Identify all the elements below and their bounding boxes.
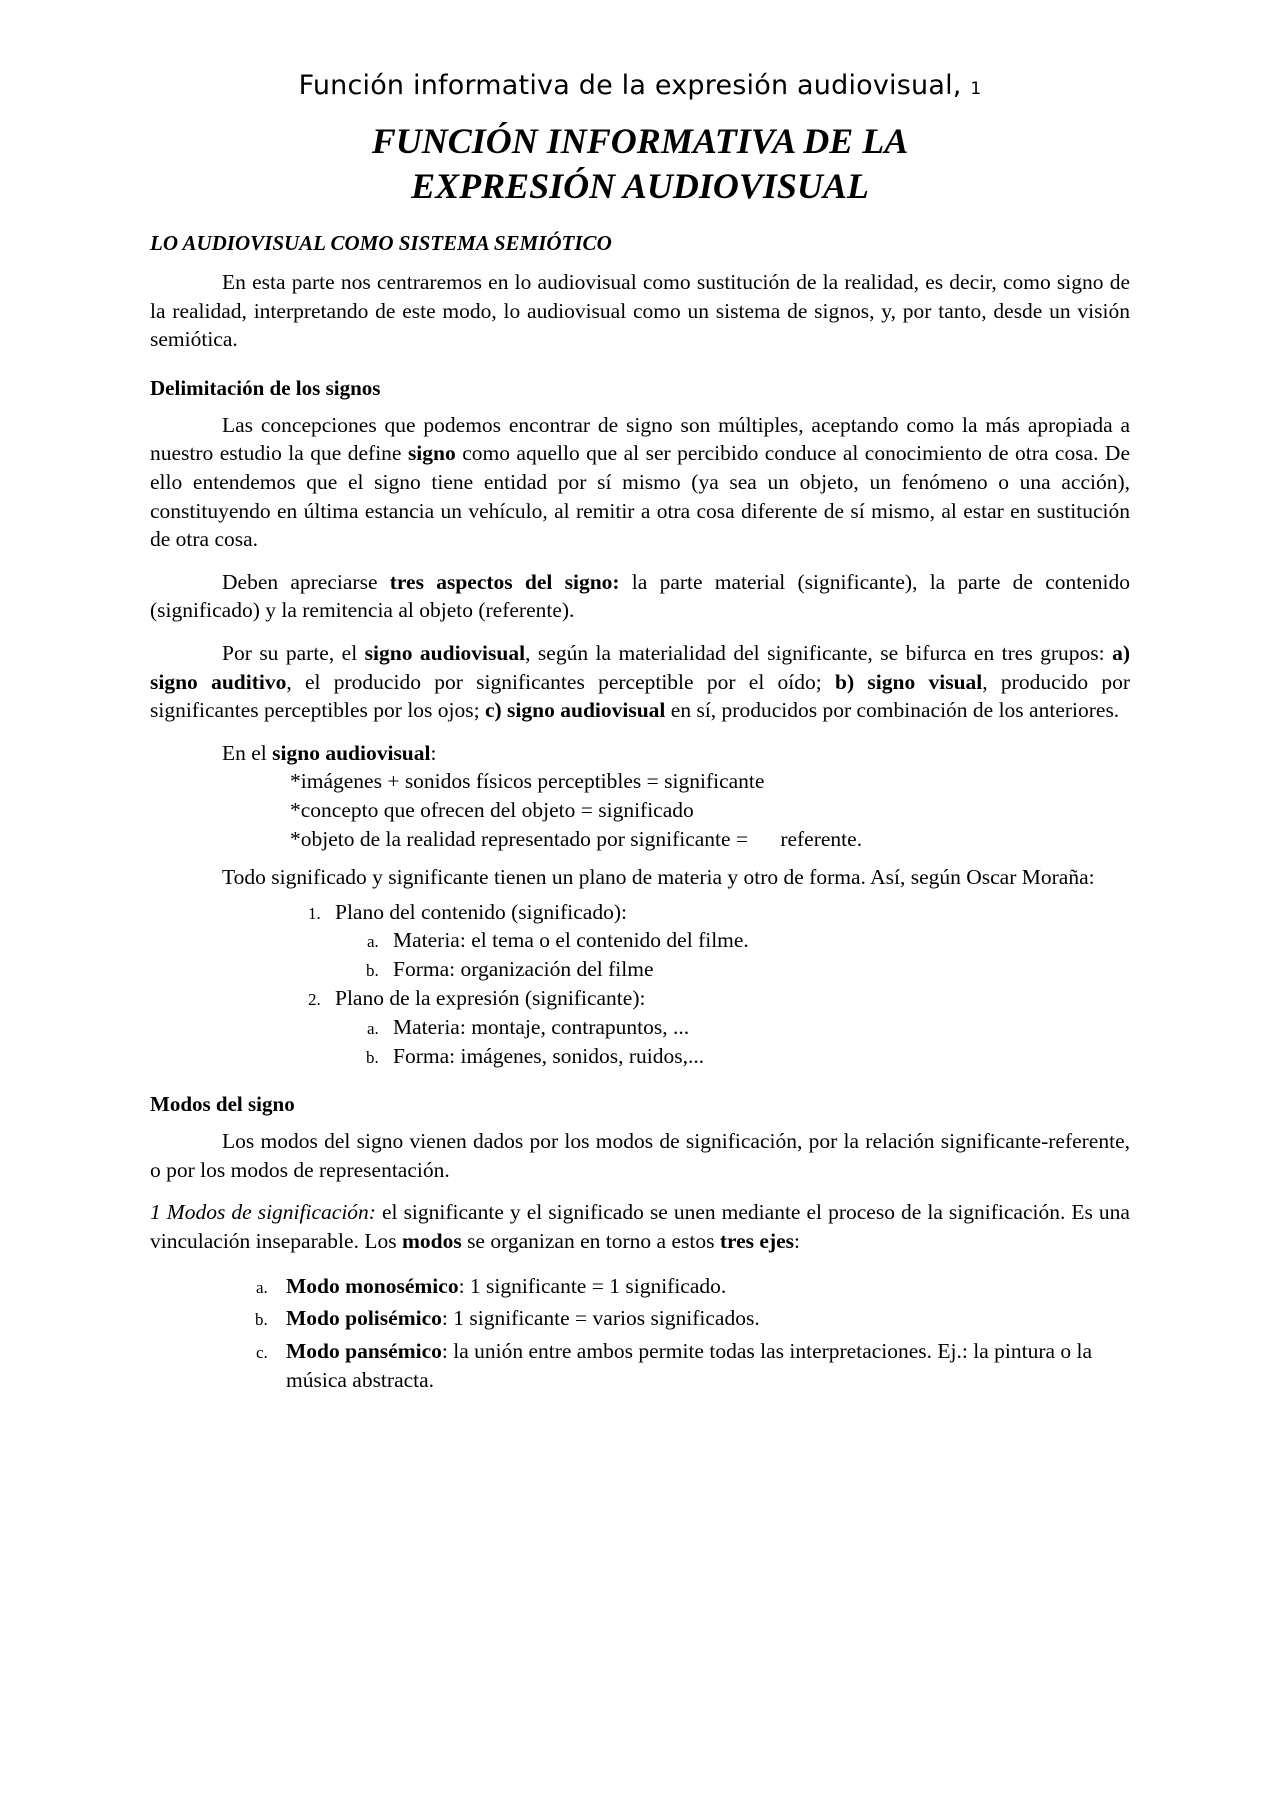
text-run: , producido por significantes perceptibles por los ojos; xyxy=(150,669,1131,723)
section-heading-delimitacion: Delimitación de los signos xyxy=(150,375,381,400)
text-run-bold: tres aspectos del signo: xyxy=(389,569,620,594)
list-item-term: Modo monosémico xyxy=(286,1273,459,1298)
list-item xyxy=(325,898,1130,984)
title-line-1: FUNCIÓN INFORMATIVA DE LA xyxy=(371,121,909,161)
text-run: , el producido por significantes perceptible por el oído; xyxy=(286,669,836,694)
list-item: a. Materia: el tema o el contenido del filme. xyxy=(383,926,1130,955)
ejes-list xyxy=(150,1272,1130,1396)
list-item-term: Modo polisémico xyxy=(286,1306,442,1331)
list-item xyxy=(272,1304,1130,1333)
text-run-bold: signo audiovisual xyxy=(272,740,431,765)
list-item-desc: : 1 significante = 1 significado. xyxy=(458,1273,727,1298)
running-head-text: Función informativa de la expresión audiovisual, xyxy=(298,70,962,101)
list-item xyxy=(272,1272,1130,1301)
en-el-signo-lead xyxy=(222,739,1130,768)
star-line: *objeto de la realidad representado por significante = referente. xyxy=(290,826,863,851)
list-item-term: Modo pansémico xyxy=(286,1338,442,1363)
list-item: a. Materia: montaje, contrapuntos, ... xyxy=(383,1013,1130,1042)
star-line: *imágenes + sonidos físicos perceptibles = significante xyxy=(290,769,765,794)
page-title xyxy=(150,119,1130,209)
list-item xyxy=(272,1337,1130,1396)
text-run: , según la materialidad del significante, se bifurca en tres grupos: xyxy=(525,640,1113,665)
running-head xyxy=(150,70,1130,101)
star-line: *concepto que ofrecen del objeto = significado xyxy=(290,797,694,822)
text-run: Por su parte, el xyxy=(222,640,365,665)
list-item-label: Plano de la expresión (significante): xyxy=(335,986,646,1011)
paragraph-modos-intro: Los modos del signo vienen dados por los modos de significación, por la relación significante-referente, o por los modos de representación. xyxy=(150,1129,1130,1182)
morana-sublist xyxy=(335,926,1130,983)
text-run: : xyxy=(430,740,437,765)
title-line-2: EXPRESIÓN AUDIOVISUAL xyxy=(411,166,869,206)
text-run-bold: c) signo audiovisual xyxy=(484,698,666,723)
page-number: 1 xyxy=(970,79,982,99)
text-run-bold: signo audiovisual xyxy=(364,640,526,665)
list-item: b. Forma: imágenes, sonidos, ruidos,... xyxy=(383,1042,1130,1071)
text-run-bold: b) signo visual xyxy=(835,669,983,694)
text-run: se organizan en torno a estos xyxy=(461,1229,720,1254)
morana-sublist xyxy=(335,1013,1130,1070)
morana-list xyxy=(150,898,1130,1071)
text-run: en sí, producidos por combinación de los anteriores. xyxy=(665,698,1120,723)
text-run: el significante y el significado se unen mediante el proceso de la significación. Es una vinculación inseparable. Los xyxy=(150,1200,1130,1254)
text-run: la parte material (significante), la parte de contenido (significado) y la remitencia al objeto (referente). xyxy=(150,569,1130,623)
section-heading-semiotic: LO AUDIOVISUAL COMO SISTEMA SEMIÓTICO xyxy=(150,231,612,255)
text-run: Las concepciones que podemos encontrar de signo son múltiples, aceptando como la más apropiada a nuestro estudio la que define xyxy=(150,412,1130,466)
list-item-desc: : la unión entre ambos permite todas las interpretaciones. Ej.: la pintura o la música abstracta. xyxy=(286,1338,1093,1392)
star-line-list xyxy=(290,767,1130,853)
paragraph-modos-significacion xyxy=(150,1198,1130,1255)
list-item: b. Forma: organización del filme xyxy=(383,955,1130,984)
section-heading-modos: Modos del signo xyxy=(150,1092,295,1117)
paragraph-delimitacion xyxy=(150,411,1130,554)
text-run: : xyxy=(794,1229,801,1254)
text-run-italic: 1 Modos de significación: xyxy=(150,1200,376,1225)
text-run-bold: tres ejes xyxy=(719,1229,795,1254)
paragraph-signo-audiovisual xyxy=(150,639,1130,725)
paragraph-tres-aspectos xyxy=(150,568,1130,625)
text-run-bold: modos xyxy=(401,1229,462,1254)
text-run: En el xyxy=(222,740,273,765)
paragraph-intro: En esta parte nos centraremos en lo audiovisual como sustitución de la realidad, es decir, como signo de la realidad, interpretando de este modo, lo audiovisual como un sistema de signos, y, por tanto, desde un visión semiótica. xyxy=(150,270,1130,352)
text-run: Deben apreciarse xyxy=(222,569,390,594)
list-item-desc: : 1 significante = varios significados. xyxy=(441,1306,760,1331)
text-run-bold: a) signo auditivo xyxy=(150,640,1131,694)
text-run-bold: signo xyxy=(407,441,456,466)
paragraph-morana-intro: Todo significado y significante tienen un plano de materia y otro de forma. Así, según Oscar Moraña: xyxy=(222,865,1095,890)
list-item xyxy=(325,984,1130,1070)
list-item-label: Plano del contenido (significado): xyxy=(335,899,627,924)
text-run: como aquello que al ser percibido conduce al conocimiento de otra cosa. De ello entendemos que el signo tiene entidad por sí mismo (ya sea un objeto, un fenómeno o una acción), constituyendo en última estancia un vehículo, al remitir a otra cosa diferente de sí mismo, al estar en sustitución de otra cosa. xyxy=(150,441,1130,552)
